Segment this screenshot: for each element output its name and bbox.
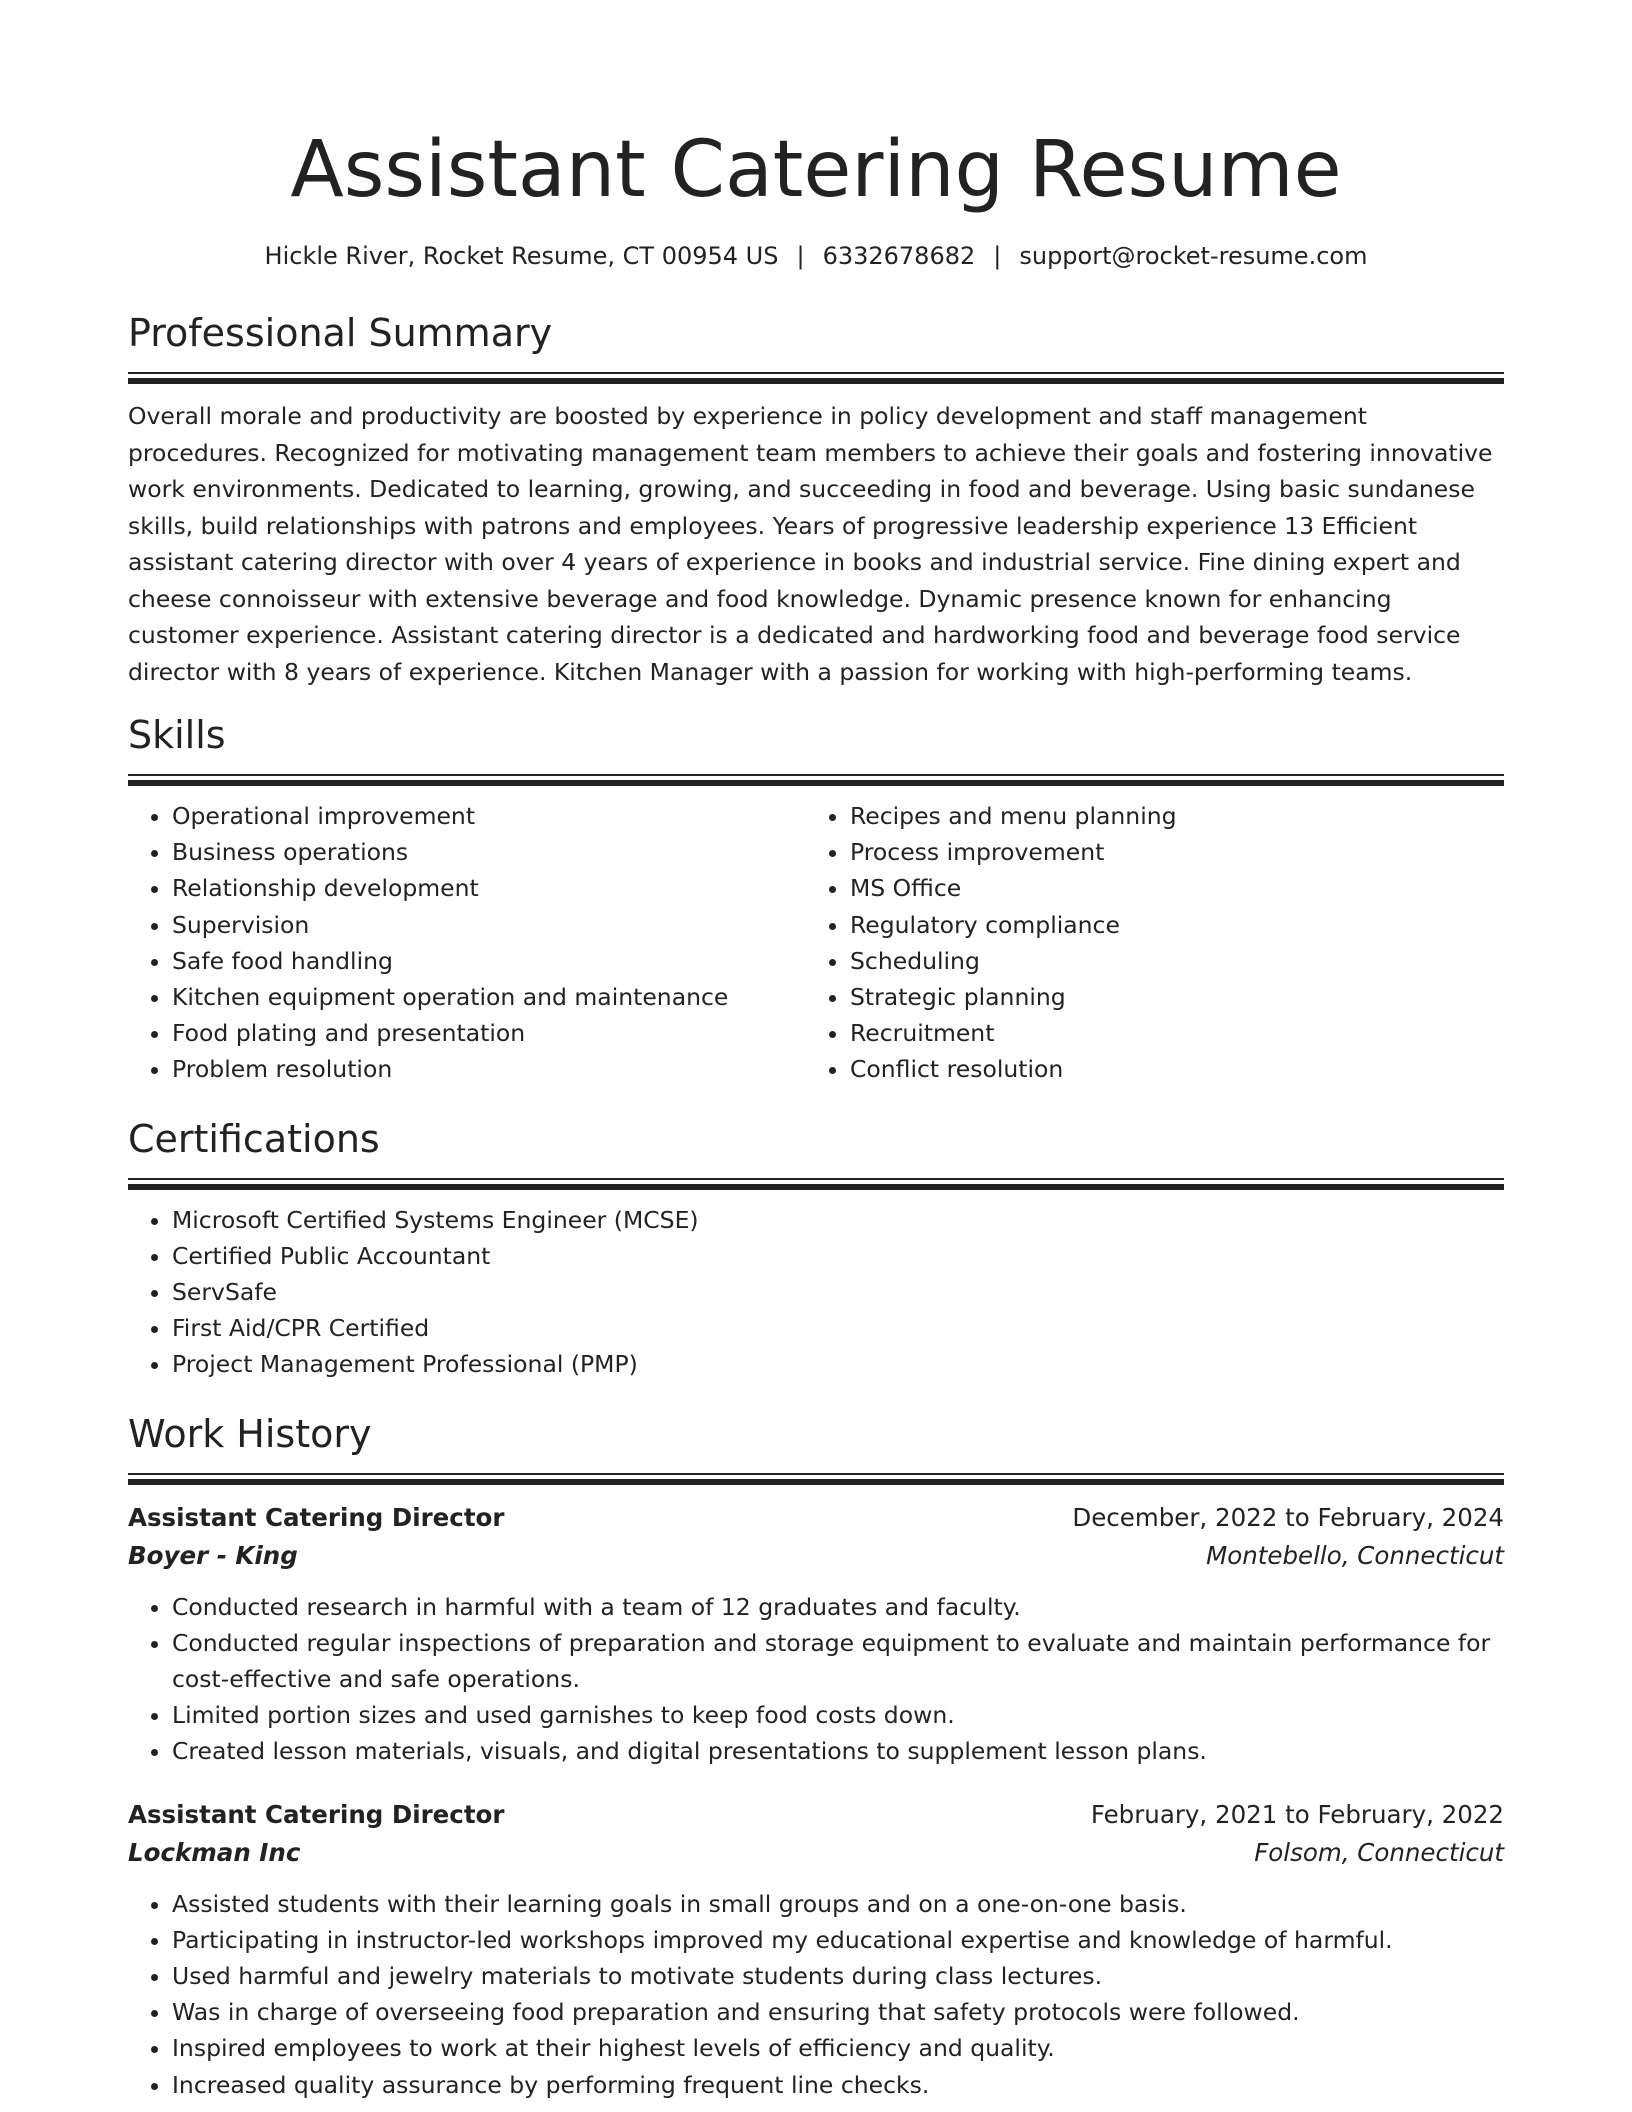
work-history-section bbox=[128, 1409, 1504, 2103]
skill-item: • Business operations bbox=[172, 834, 806, 870]
skill-item: • Safe food handling bbox=[172, 943, 806, 979]
phone-text: 6332678682 bbox=[822, 242, 976, 270]
skill-item: • Scheduling bbox=[850, 943, 1484, 979]
job-company: Lockman Inc bbox=[128, 1837, 301, 1867]
contact-separator: | bbox=[796, 242, 805, 270]
certification-item: • Microsoft Certified Systems Engineer (MCSE) bbox=[172, 1202, 1504, 1238]
job-company-row bbox=[128, 1537, 1504, 1575]
summary-text: Overall morale and productivity are boosted by experience in policy development and staff management procedures. Recognized for motivating management team members to achieve their goals and fostering innovative work environments. Dedicated to learning, growing, and succeeding in food and beverage. Using basic sundanese skills, build relationships with patrons and employees. Years of progressive leadership experience 13 Efficient assistant catering director with over 4 years of experience in books and industrial service. Fine dining expert and cheese connoisseur with extensive beverage and food knowledge. Dynamic presence known for enhancing customer experience. Assistant catering director is a dedicated and hardworking food and beverage food service director with 8 years of experience. Kitchen Manager with a passion for working with high-performing teams. bbox=[128, 402, 1493, 686]
job-company: Boyer - King bbox=[128, 1540, 298, 1570]
job-dates: December, 2022 to February, 2024 bbox=[1072, 1502, 1504, 1532]
skills-heading: Skills bbox=[128, 713, 226, 757]
job-bullet: • Created lesson materials, visuals, and digital presentations to supplement lesson plans. bbox=[172, 1733, 1504, 1769]
skills-right-list bbox=[806, 798, 1484, 1088]
job-header-row bbox=[128, 1796, 1504, 1834]
certification-item: • Project Management Professional (PMP) bbox=[172, 1346, 1504, 1382]
job-bullet-list bbox=[128, 1589, 1504, 1770]
contact-line bbox=[128, 240, 1504, 272]
skills-left-column bbox=[128, 798, 806, 1088]
certification-item: • ServSafe bbox=[172, 1274, 1504, 1310]
job-location: Folsom, Connecticut bbox=[1254, 1837, 1504, 1867]
job-location: Montebello, Connecticut bbox=[1206, 1540, 1504, 1570]
skill-item: • Kitchen equipment operation and maintenance bbox=[172, 979, 806, 1015]
skill-item: • Conflict resolution bbox=[850, 1051, 1484, 1087]
skill-item: • Relationship development bbox=[172, 870, 806, 906]
skill-item: • Operational improvement bbox=[172, 798, 806, 834]
job-bullet: • Limited portion sizes and used garnishes to keep food costs down. bbox=[172, 1697, 1504, 1733]
job-title: Assistant Catering Director bbox=[128, 1502, 505, 1532]
skills-right-column bbox=[806, 798, 1484, 1088]
section-divider bbox=[128, 372, 1504, 384]
resume-title: Assistant Catering Resume bbox=[290, 125, 1342, 215]
job-bullet: • Participating in instructor-led workshops improved my educational expertise and knowledge of harmful. bbox=[172, 1922, 1504, 1958]
section-divider bbox=[128, 1178, 1504, 1190]
skill-item: • Process improvement bbox=[850, 834, 1484, 870]
resume-page bbox=[128, 0, 1504, 2103]
section-divider bbox=[128, 1473, 1504, 1485]
address-text: Hickle River, Rocket Resume, CT 00954 US bbox=[264, 242, 779, 270]
skill-item: • Recipes and menu planning bbox=[850, 798, 1484, 834]
contact-separator: | bbox=[993, 242, 1002, 270]
summary-heading: Professional Summary bbox=[128, 311, 553, 355]
skill-item: • Supervision bbox=[172, 907, 806, 943]
certification-item: • Certified Public Accountant bbox=[172, 1238, 1504, 1274]
summary-section bbox=[128, 308, 1504, 690]
skill-item: • Regulatory compliance bbox=[850, 907, 1484, 943]
job-header-row bbox=[128, 1499, 1504, 1537]
skill-item: • Strategic planning bbox=[850, 979, 1484, 1015]
skill-item: • MS Office bbox=[850, 870, 1484, 906]
skill-item: • Problem resolution bbox=[172, 1051, 806, 1087]
certifications-list bbox=[128, 1202, 1504, 1383]
job-dates: February, 2021 to February, 2022 bbox=[1090, 1799, 1504, 1829]
certifications-section bbox=[128, 1114, 1504, 1383]
job-title: Assistant Catering Director bbox=[128, 1799, 505, 1829]
job-bullet: • Increased quality assurance by performing frequent line checks. bbox=[172, 2067, 1504, 2103]
job-bullet-list bbox=[128, 1886, 1504, 2103]
job-company-row bbox=[128, 1834, 1504, 1872]
job-entry bbox=[128, 1499, 1504, 1770]
skill-item: • Recruitment bbox=[850, 1015, 1484, 1051]
certification-item: • First Aid/CPR Certified bbox=[172, 1310, 1504, 1346]
job-bullet: • Used harmful and jewelry materials to motivate students during class lectures. bbox=[172, 1958, 1504, 1994]
skills-left-list bbox=[128, 798, 806, 1088]
email-text: support@rocket-resume.com bbox=[1019, 242, 1368, 270]
job-bullet: • Was in charge of overseeing food preparation and ensuring that safety protocols were followed. bbox=[172, 1994, 1504, 2030]
job-bullet: • Inspired employees to work at their highest levels of efficiency and quality. bbox=[172, 2030, 1504, 2066]
skills-columns bbox=[128, 798, 1504, 1088]
work-history-heading: Work History bbox=[128, 1411, 372, 1456]
job-entry bbox=[128, 1796, 1504, 2103]
job-bullet: • Conducted regular inspections of preparation and storage equipment to evaluate and maintain performance for cost-effective and safe operations. bbox=[172, 1625, 1504, 1697]
skills-section bbox=[128, 710, 1504, 1088]
section-divider bbox=[128, 774, 1504, 786]
certifications-heading: Certifications bbox=[128, 1116, 380, 1161]
skill-item: • Food plating and presentation bbox=[172, 1015, 806, 1051]
job-bullet: • Conducted research in harmful with a team of 12 graduates and faculty. bbox=[172, 1589, 1504, 1625]
job-bullet: • Assisted students with their learning goals in small groups and on a one-on-one basis. bbox=[172, 1886, 1504, 1922]
